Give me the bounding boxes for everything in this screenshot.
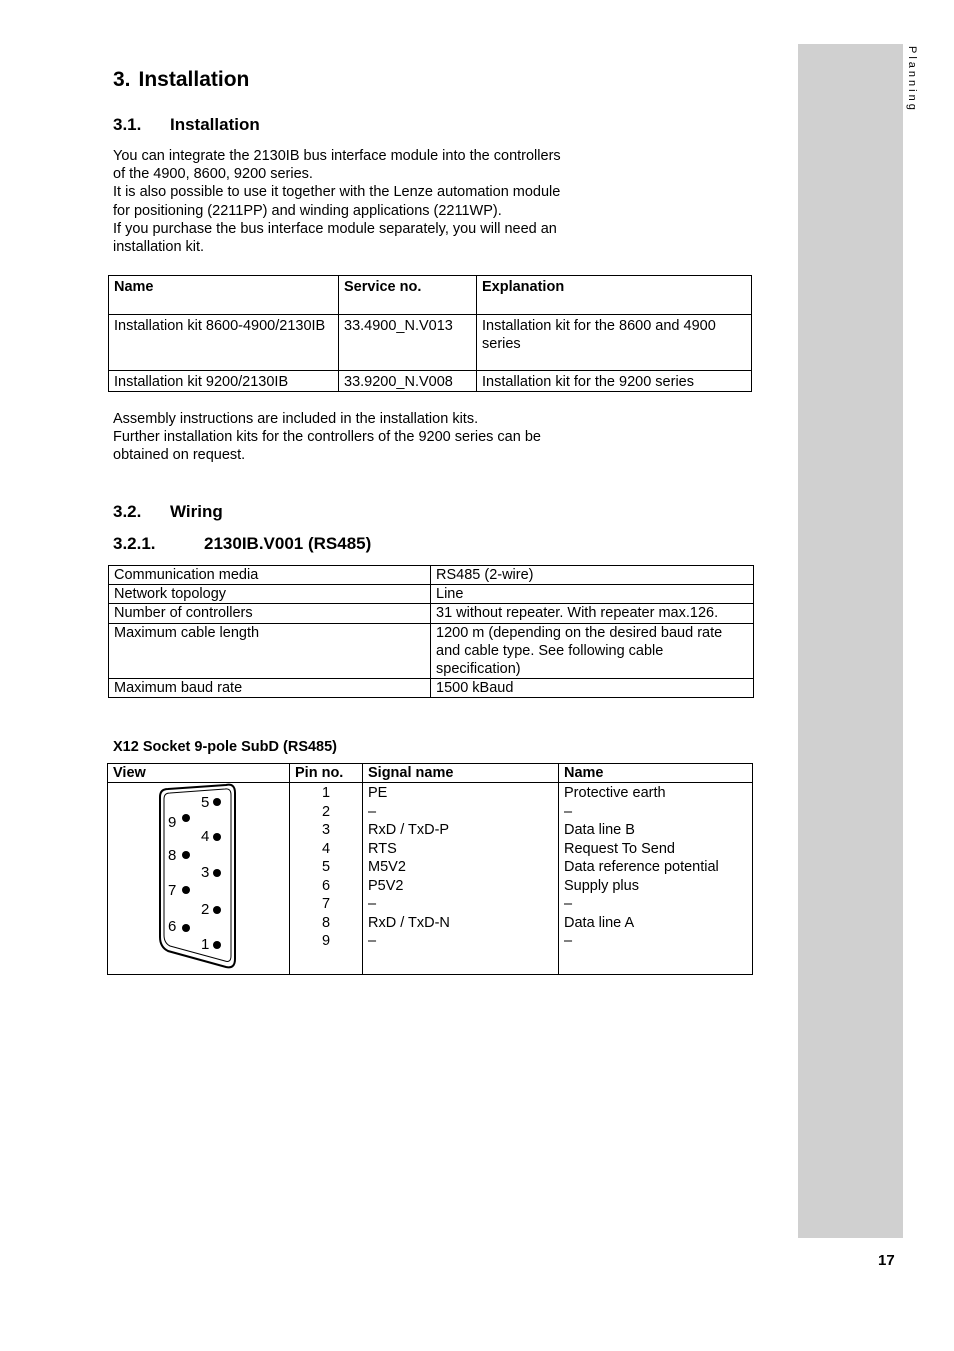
signal-name: RxD / TxD-P [368,822,450,839]
pins-col-signal: Signal name [363,764,559,783]
signal-name: P5V2 [368,877,404,894]
spec-value: 1500 kBaud [431,679,754,698]
assembly-paragraph [113,410,541,465]
signal-name: RxD / TxD-N [368,914,450,931]
connector-outline [160,785,235,968]
spec-property: Maximum baud rate [109,679,431,698]
pin-name: Data reference potential [564,859,719,876]
page-number: 17 [878,1252,895,1269]
margin-sidebar [798,44,903,1238]
pins-col-view: View [108,764,290,783]
pin-number: 2 [321,803,331,820]
table-row [109,585,754,604]
kit-name: Installation kit 9200/2130IB [109,371,339,392]
connector-pin-label: 8 [168,847,177,865]
pin-name: Supply plus [564,877,639,894]
kits-col-service: Service no. [339,276,477,315]
spec-property: Maximum cable length [109,623,431,679]
pin-name: Data line A [564,914,635,931]
signal-name: – [368,933,377,950]
pin-number: 3 [321,822,331,839]
intro-line: It is also possible to use it together with the Lenze automation module [113,184,561,201]
table-row [109,604,754,623]
signal-name: PE [368,785,388,802]
connector-pin-label: 1 [201,936,210,954]
intro-line: If you purchase the bus interface module separately, you will need an [113,220,557,237]
assembly-line: Assembly instructions are included in the installation kits. [113,411,479,427]
section-3-1-heading: 3.1. Installation [113,115,260,134]
connector-pin-label: 7 [168,882,177,900]
kit-service-no: 33.4900_N.V013 [339,315,477,371]
spec-property: Communication media [109,566,431,585]
signal-name: – [368,803,377,820]
spec-property: Network topology [109,585,431,604]
intro-paragraph [113,147,561,256]
pin-name: Request To Send [564,840,675,857]
connector-pin-dot [182,851,190,859]
connector-pin-label: 2 [201,901,210,919]
spec-value: 31 without repeater. With repeater max.126. [431,604,754,623]
table-row [109,315,752,371]
kit-name: Installation kit 8600-4900/2130IB [109,315,339,371]
subd-connector-diagram [108,783,289,969]
connector-pin-dot [182,814,190,822]
pin-number: 1 [321,785,331,802]
connector-pin-label: 3 [201,864,210,882]
table-row [108,783,753,975]
assembly-line: Further installation kits for the controllers of the 9200 series can be [113,429,541,446]
connector-pin-label: 5 [201,794,210,812]
pin-number-cell [290,783,363,975]
table-row [109,566,754,585]
pin-number: 5 [321,859,331,876]
signal-name-cell [363,783,559,975]
pin-number: 4 [321,840,331,857]
kit-service-no: 33.9200_N.V008 [339,371,477,392]
assembly-line: obtained on request. [113,447,246,464]
table-row [109,371,752,392]
installation-kits-table [108,275,752,392]
connector-pin-dot [213,798,221,806]
connector-pin-dot [213,869,221,877]
x12-socket-title: X12 Socket 9-pole SubD (RS485) [113,739,338,755]
pin-name: – [564,896,573,913]
connector-pin-dot [213,941,221,949]
table-row [109,623,754,679]
pins-col-name: Name [559,764,753,783]
section-3-2-1-heading: 3.2.1. 2130IB.V001 (RS485) [113,534,372,553]
connector-pin-label: 4 [201,828,210,846]
kit-explanation: Installation kit for the 8600 and 4900 series [477,315,752,371]
connector-pin-label: 9 [168,814,177,832]
rs485-spec-table [108,565,754,698]
spec-value: Line [431,585,754,604]
signal-name: M5V2 [368,859,406,876]
intro-line: of the 4900, 8600, 9200 series. [113,166,313,183]
spec-value: 1200 m (depending on the desired baud rate and cable type. See following cable specification) [431,623,754,679]
pin-name: – [564,933,573,950]
spec-value: RS485 (2-wire) [431,566,754,585]
pin-assignment-table [107,763,753,975]
pin-number: 9 [321,933,331,950]
table-row [109,679,754,698]
side-tab-label: Planning [906,46,918,113]
connector-pin-dot [213,906,221,914]
kits-col-explanation: Explanation [477,276,752,315]
pin-name: Data line B [564,822,635,839]
intro-line: for positioning (2211PP) and winding applications (2211WP). [113,202,502,219]
pin-name: Protective earth [564,785,666,802]
pin-number: 8 [321,914,331,931]
connector-pin-label: 6 [168,918,177,936]
pin-number: 7 [321,896,331,913]
kit-explanation: Installation kit for the 9200 series [477,371,752,392]
signal-name: RTS [368,840,397,857]
section-3-2-heading: 3.2. Wiring [113,502,223,521]
chapter-title: 3. Installation [113,68,250,91]
connector-view-cell [108,783,290,975]
intro-line: You can integrate the 2130IB bus interface module into the controllers [113,148,561,164]
pin-name-cell [559,783,753,975]
connector-pin-dot [213,833,221,841]
spec-property: Number of controllers [109,604,431,623]
pins-col-pin: Pin no. [290,764,363,783]
pin-number: 6 [321,877,331,894]
pin-name: – [564,803,573,820]
connector-pin-dot [182,924,190,932]
signal-name: – [368,896,377,913]
connector-pin-dot [182,886,190,894]
intro-line: installation kit. [113,239,205,256]
kits-col-name: Name [109,276,339,315]
